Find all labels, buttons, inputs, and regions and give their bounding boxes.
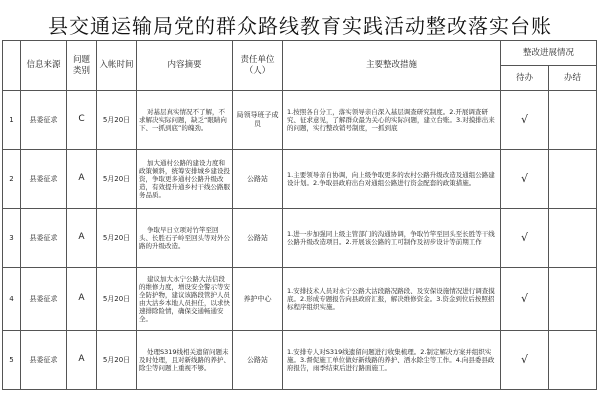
- row-category: A: [67, 209, 97, 268]
- row-done-check: [549, 91, 597, 150]
- row-source: 县委征求: [21, 209, 67, 268]
- row-unit: 养护中心: [233, 268, 283, 331]
- row-category: C: [67, 91, 97, 150]
- row-unit: 公路站: [233, 209, 283, 268]
- table-row: [3, 150, 597, 209]
- row-entry-time: 5月20日: [97, 91, 137, 150]
- row-no: 4: [3, 268, 21, 331]
- page-title: 县交通运输局党的群众路线教育实践活动整改落实台账: [48, 14, 552, 38]
- header-summary: 内容摘要: [137, 41, 233, 91]
- row-measures: 1.进一步加强同上级主管部门的沟通协调，争取竹竿至回头至长胜等干线公路升级改造项目。2.开展该公路的工可制作及初步设计等前期工作: [283, 209, 501, 268]
- row-category: A: [67, 150, 97, 209]
- row-summary: 对基层真实情况不了解，不求解决实际问题，缺乏“眼睛向下、一抓到底”的魄劲。: [137, 91, 233, 150]
- row-no: 2: [3, 150, 21, 209]
- row-pending-check: √: [501, 331, 549, 390]
- header-entry-time: 入帐时间: [97, 41, 137, 91]
- header-category: 问题类别: [67, 41, 97, 91]
- row-done-check: [549, 150, 597, 209]
- row-pending-check: √: [501, 209, 549, 268]
- row-measures: 1.安排技术人员对永宁公路大沽段路况路段、及安保设施情况进行调查摸底。2.形成专题报告向县政府汇报，解决维修资金。3.资金到位后按照招标程序组织实施。: [283, 268, 501, 331]
- row-entry-time: 5月20日: [97, 150, 137, 209]
- row-unit: 公路站: [233, 150, 283, 209]
- table-row: [3, 331, 597, 390]
- header-measures: 主要整改措施: [283, 41, 501, 91]
- header-unit: 责任单位（人）: [233, 41, 283, 91]
- row-measures: 1.按照各自分工，落实领导亲自深入基层调查研究制度。2.开展调查研究、征求意见，了解群众最为关心的实际问题，建立台账。3.对摸排出来的问题，实行整改销号制度，一抓到底: [283, 91, 501, 150]
- row-pending-check: √: [501, 91, 549, 150]
- row-pending-check: √: [501, 150, 549, 209]
- row-no: 5: [3, 331, 21, 390]
- row-source: 县委征求: [21, 268, 67, 331]
- header-pending: 待办: [501, 66, 549, 91]
- table-row: [3, 91, 597, 150]
- row-unit: 局领导班子成员: [233, 91, 283, 150]
- row-summary: 处理S319线相关遗留问题未及时处理，且对新线路的养护、除尘等问题上重视不够。: [137, 331, 233, 390]
- row-no: 3: [3, 209, 21, 268]
- row-done-check: [549, 331, 597, 390]
- row-source: 县委征求: [21, 331, 67, 390]
- row-summary: 加大通村公路的建设力度和政策倾斜，统筹安排城乡建设投资，争取更多通村公路升级改造，有效提升通乡村干线公路服务品质。: [137, 150, 233, 209]
- row-done-check: [549, 268, 597, 331]
- row-category: A: [67, 331, 97, 390]
- header-source: 信息来源: [21, 41, 67, 91]
- row-category: A: [67, 268, 97, 331]
- header-done: 办结: [549, 66, 597, 91]
- table-row: [3, 209, 597, 268]
- row-unit: 公路站: [233, 331, 283, 390]
- row-source: 县委征求: [21, 150, 67, 209]
- header-progress: 整改进展情况: [501, 41, 597, 66]
- header-no: [3, 41, 21, 91]
- row-entry-time: 5月20日: [97, 268, 137, 331]
- table-row: [3, 268, 597, 331]
- row-source: 县委征求: [21, 91, 67, 150]
- row-summary: 建议加大永宁公路大沽信段的维修力度，增设安全警示等安全防护物，建议该路段管护人员由大沽乡本地人员担任，以求快速排除险情，确保交通畅通安全。: [137, 268, 233, 331]
- row-measures: 1.主要领导亲自协调，向上级争取更多的农村公路升级改造及通组公路建设计划。2.争取县政府出台对通组公路进行资金配套的政策措施。: [283, 150, 501, 209]
- row-done-check: [549, 209, 597, 268]
- row-no: 1: [3, 91, 21, 150]
- row-measures: 1.安排专人对S319线遗留问题进行收集梳理。2.制定解决方案并组织实施。3.督促施工单位做好新线路的养护、洒水除尘等工作。4.向县委县政府报告，雨季结束后进行路面施工。: [283, 331, 501, 390]
- row-entry-time: 5月20日: [97, 331, 137, 390]
- row-entry-time: 5月20日: [97, 209, 137, 268]
- ledger-table: [2, 40, 597, 390]
- row-pending-check: √: [501, 268, 549, 331]
- row-summary: 争取早日立项对竹竿至回头、长胜石子岭至回头等对外公路的升级改造。: [137, 209, 233, 268]
